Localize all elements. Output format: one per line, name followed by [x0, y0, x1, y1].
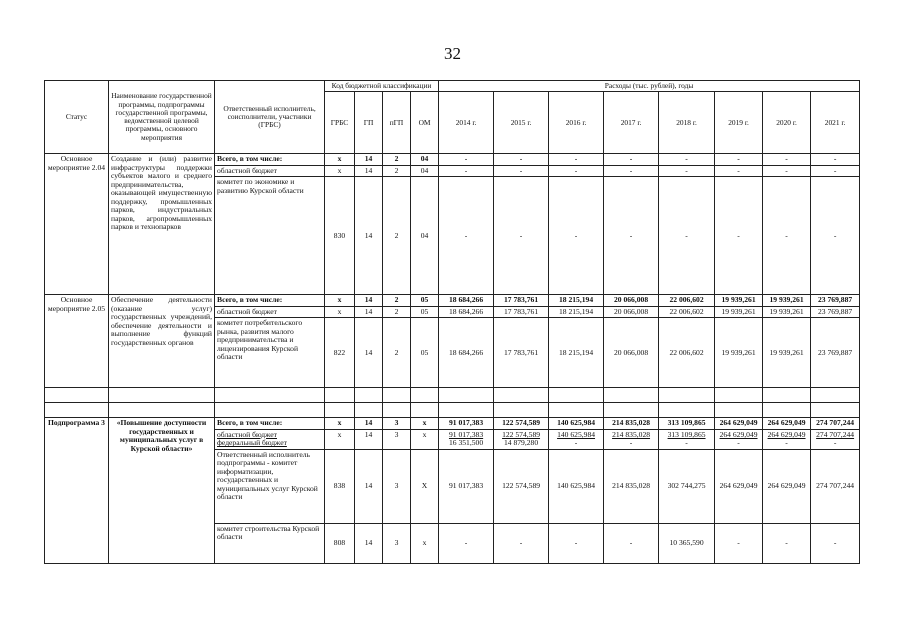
value-line: 214 835,028 [612, 418, 651, 428]
code-om: х [411, 418, 439, 430]
expense-value [659, 318, 715, 388]
expense-value [494, 449, 549, 523]
code-om: 05 [411, 306, 439, 318]
value-line: 19 939,261 [769, 306, 804, 316]
value-line: 10 365,590 [669, 538, 704, 548]
empty-cell [763, 403, 811, 418]
header-status: Статус [45, 81, 109, 154]
value-line: - [737, 538, 740, 548]
empty-cell [439, 388, 494, 403]
expense-value [811, 295, 860, 307]
expense-value [659, 154, 715, 166]
value-line: 91 017,383 [448, 429, 484, 439]
code-grbs: 830 [325, 177, 355, 295]
empty-cell [715, 388, 763, 403]
code-grbs: 808 [325, 523, 355, 563]
code-grbs: х [325, 418, 355, 430]
expense-value [659, 306, 715, 318]
expense-value [659, 523, 715, 563]
expense-value [494, 177, 549, 295]
value-line: 17 783,761 [503, 295, 539, 305]
row-program-name: Обеспечение деятельности (оказание услуг) государственных учреждений, обеспечение деятельности и выполнение функций государственных органов [109, 295, 215, 388]
table-row [45, 295, 860, 307]
expense-value [439, 318, 494, 388]
expense-value [494, 318, 549, 388]
value-line: 23 769,887 [818, 347, 853, 357]
header-year: 2019 г. [715, 92, 763, 154]
value-line: 91 017,383 [448, 418, 484, 428]
value-line: 264 629,049 [767, 418, 806, 428]
expense-value [763, 165, 811, 177]
expense-value [763, 295, 811, 307]
value-line: - [685, 438, 688, 448]
row-responsible: Всего, в том числе: [215, 418, 325, 430]
code-grbs: х [325, 306, 355, 318]
value-line: 122 574,589 [502, 418, 541, 428]
expense-value [549, 165, 604, 177]
expense-value [604, 154, 659, 166]
expense-value [494, 523, 549, 563]
code-grbs: х [325, 154, 355, 166]
empty-cell [45, 403, 109, 418]
header-om: ОМ [411, 92, 439, 154]
expense-value [715, 177, 763, 295]
value-line: 274 707,244 [816, 418, 855, 428]
code-om: 04 [411, 165, 439, 177]
empty-cell [355, 403, 383, 418]
code-om: 05 [411, 295, 439, 307]
code-gp: 14 [355, 418, 383, 430]
code-gp: 14 [355, 449, 383, 523]
expense-value [604, 306, 659, 318]
expense-value [494, 306, 549, 318]
row-responsible: комитет потребительского рынка, развития малого предпринимательства и лицензирования Курской области [215, 318, 325, 388]
value-line: 14 879,280 [503, 438, 539, 448]
code-pgp: 3 [383, 418, 411, 430]
header-responsible: Ответственный исполнитель, соисполнители, участники (ГРБС) [215, 81, 325, 154]
expense-value [494, 154, 549, 166]
code-gp: 14 [355, 306, 383, 318]
header-name: Наименование государственной программы, подпрограммы государственной программы, ведомственной целевой программы, основного мероприятия [109, 81, 215, 154]
expense-value [439, 165, 494, 177]
expense-value [604, 318, 659, 388]
expense-value [763, 418, 811, 430]
empty-cell [439, 403, 494, 418]
empty-cell [494, 403, 549, 418]
value-line: - [737, 230, 740, 240]
header-pgp: пГП [383, 92, 411, 154]
header-year: 2014 г. [439, 92, 494, 154]
value-line: - [519, 165, 523, 175]
code-grbs: 822 [325, 318, 355, 388]
expense-value [549, 418, 604, 430]
expense-value [549, 523, 604, 563]
expense-value [659, 429, 715, 449]
header-year: 2020 г. [763, 92, 811, 154]
value-line: - [737, 438, 740, 448]
expense-value [604, 177, 659, 295]
expense-value [811, 418, 860, 430]
expense-value [715, 154, 763, 166]
value-line: - [685, 165, 688, 175]
value-line: 22 006,602 [669, 347, 704, 357]
empty-cell [549, 403, 604, 418]
expense-value [763, 449, 811, 523]
code-gp: 14 [355, 318, 383, 388]
expense-value [811, 165, 860, 177]
expense-value [549, 449, 604, 523]
value-line: 313 109,865 [667, 418, 706, 428]
code-om: Х [411, 449, 439, 523]
value-line: 313 109,865 [667, 429, 706, 439]
row-responsible: комитет строительства Курской области [215, 523, 325, 563]
value-line: - [629, 230, 633, 240]
empty-cell [715, 403, 763, 418]
header-gp: ГП [355, 92, 383, 154]
expense-value [439, 449, 494, 523]
empty-cell [604, 388, 659, 403]
empty-cell [325, 388, 355, 403]
value-line: 20 066,008 [613, 295, 649, 305]
expense-value [494, 165, 549, 177]
table-row [45, 418, 860, 430]
expense-value [604, 295, 659, 307]
header-year: 2021 г. [811, 92, 860, 154]
value-line: 140 625,984 [557, 481, 596, 491]
empty-cell [604, 403, 659, 418]
row-status: Подпрограмма 3 [45, 418, 109, 564]
expense-value [604, 429, 659, 449]
expense-value [811, 177, 860, 295]
expense-value [763, 318, 811, 388]
value-line: - [464, 538, 468, 548]
value-line: - [833, 154, 837, 164]
value-line: 122 574,589 [502, 429, 541, 439]
page-number: 32 [444, 44, 461, 63]
value-line: 16 351,500 [448, 438, 484, 448]
empty-cell [215, 403, 325, 418]
value-line: 264 629,049 [767, 481, 806, 491]
value-line: - [785, 538, 788, 548]
expense-value [659, 165, 715, 177]
value-line: 17 783,761 [503, 347, 539, 357]
value-line: 274 707,244 [816, 429, 855, 439]
expense-value [604, 449, 659, 523]
code-gp: 14 [355, 523, 383, 563]
value-line: 18 215,194 [558, 347, 594, 357]
code-grbs: 838 [325, 449, 355, 523]
code-pgp: 2 [383, 154, 411, 166]
value-line: 274 707,244 [816, 481, 855, 491]
value-line: - [785, 230, 788, 240]
value-line: - [785, 165, 788, 175]
expense-value [494, 295, 549, 307]
value-line: 19 939,261 [721, 306, 756, 316]
value-line: - [785, 438, 788, 448]
expense-value [659, 418, 715, 430]
value-line: - [574, 165, 578, 175]
code-om: х [411, 523, 439, 563]
value-line: - [833, 438, 837, 448]
responsible-line: федеральный бюджет [217, 438, 287, 448]
code-gp: 14 [355, 165, 383, 177]
expense-value [549, 318, 604, 388]
empty-cell [811, 388, 860, 403]
empty-cell [383, 403, 411, 418]
expense-value [494, 418, 549, 430]
expense-value [604, 165, 659, 177]
empty-cell [411, 388, 439, 403]
expense-value [715, 449, 763, 523]
value-line: - [464, 230, 468, 240]
expense-value [715, 306, 763, 318]
empty-cell [549, 388, 604, 403]
expense-value [811, 154, 860, 166]
code-pgp: 3 [383, 523, 411, 563]
code-pgp: 2 [383, 295, 411, 307]
row-responsible [215, 429, 325, 449]
code-pgp: 2 [383, 318, 411, 388]
header-year: 2017 г. [604, 92, 659, 154]
empty-cell [411, 403, 439, 418]
value-line: - [519, 538, 523, 548]
value-line: 22 006,602 [669, 295, 704, 305]
empty-cell [45, 388, 109, 403]
expense-value [811, 523, 860, 563]
value-line: 140 625,984 [557, 429, 596, 439]
empty-cell [355, 388, 383, 403]
spacer-row [45, 403, 860, 418]
value-line: 20 066,008 [613, 306, 649, 316]
value-line: - [574, 438, 578, 448]
code-gp: 14 [355, 295, 383, 307]
value-line: 18 684,266 [448, 306, 484, 316]
empty-cell [811, 403, 860, 418]
value-line: 18 684,266 [448, 295, 484, 305]
expense-value [659, 177, 715, 295]
expense-value [811, 318, 860, 388]
expense-value [549, 306, 604, 318]
expense-value [439, 418, 494, 430]
expense-value [549, 295, 604, 307]
empty-cell [383, 388, 411, 403]
expense-value [763, 523, 811, 563]
expense-value [715, 418, 763, 430]
code-om: 04 [411, 177, 439, 295]
value-line: 18 684,266 [448, 347, 484, 357]
value-line: 214 835,028 [612, 429, 651, 439]
expense-value [811, 306, 860, 318]
code-pgp: 2 [383, 306, 411, 318]
expense-value [604, 418, 659, 430]
value-line: - [464, 165, 468, 175]
value-line: - [629, 538, 633, 548]
code-pgp: 3 [383, 449, 411, 523]
value-line: 19 939,261 [721, 347, 756, 357]
expense-value [763, 429, 811, 449]
responsible-line: областной бюджет [217, 429, 277, 439]
value-line: 17 783,761 [503, 306, 539, 316]
expense-value [763, 177, 811, 295]
row-status: Основное мероприятие 2.05 [45, 295, 109, 388]
value-line: - [833, 165, 837, 175]
expense-value [715, 295, 763, 307]
row-responsible: областной бюджет [215, 306, 325, 318]
expense-value [763, 154, 811, 166]
header-budget-code: Код бюджетной классификации [325, 81, 439, 92]
value-line: - [629, 438, 633, 448]
value-line: 122 574,589 [502, 481, 541, 491]
expense-value [549, 429, 604, 449]
expense-value [811, 449, 860, 523]
row-responsible: Ответственный исполнитель подпрограммы - комитет информатизации, государственных и муниципальных услуг Курской области [215, 449, 325, 523]
value-line: 18 215,194 [558, 295, 594, 305]
value-line: - [785, 154, 788, 164]
value-line: - [685, 154, 688, 164]
code-gp: 14 [355, 177, 383, 295]
table-row [45, 154, 860, 166]
value-line: - [464, 154, 468, 164]
value-line: - [574, 230, 578, 240]
header-year: 2015 г. [494, 92, 549, 154]
value-line: - [519, 230, 523, 240]
empty-cell [109, 388, 215, 403]
row-responsible: Всего, в том числе: [215, 295, 325, 307]
code-gp: 14 [355, 154, 383, 166]
expense-value [659, 295, 715, 307]
value-line: - [833, 538, 837, 548]
code-om: 05 [411, 318, 439, 388]
value-line: - [574, 538, 578, 548]
code-pgp: 3 [383, 429, 411, 449]
expense-value [549, 177, 604, 295]
value-line: 302 744,275 [667, 481, 706, 491]
value-line: - [629, 154, 633, 164]
empty-cell [109, 403, 215, 418]
expense-value [715, 429, 763, 449]
value-line: 22 006,602 [669, 306, 704, 316]
value-line: 264 629,049 [767, 429, 806, 439]
value-line: 264 629,049 [719, 481, 758, 491]
header-grbs: ГРБС [325, 92, 355, 154]
empty-cell [659, 388, 715, 403]
value-line: 19 939,261 [769, 347, 804, 357]
expense-value [439, 306, 494, 318]
expense-value [439, 177, 494, 295]
code-pgp: 2 [383, 177, 411, 295]
expense-value [439, 523, 494, 563]
value-line: 20 066,008 [613, 347, 649, 357]
empty-cell [763, 388, 811, 403]
code-grbs: х [325, 429, 355, 449]
value-line: 140 625,984 [557, 418, 596, 428]
code-grbs: х [325, 165, 355, 177]
expense-value [494, 429, 549, 449]
row-program-name: Создание и (или) развитие инфраструктуры поддержки субъектов малого и среднего предпринимательства, оказывающей имущественную поддержку, промышленных парков, индустриальных парков, агропромышленных парков и технопарков [109, 154, 215, 295]
empty-cell [325, 403, 355, 418]
spacer-row [45, 388, 860, 403]
value-line: - [629, 165, 633, 175]
value-line: 214 835,028 [612, 481, 651, 491]
row-program-name: «Повышение доступности государственных и муниципальных услуг в Курской области» [109, 418, 215, 564]
row-responsible: областной бюджет [215, 165, 325, 177]
value-line: 23 769,887 [818, 295, 853, 305]
expense-value [659, 449, 715, 523]
expense-value [715, 318, 763, 388]
value-line: 19 939,261 [769, 295, 804, 305]
code-om: х [411, 429, 439, 449]
expense-value [549, 154, 604, 166]
empty-cell [494, 388, 549, 403]
row-responsible: комитет по экономике и развитию Курской области [215, 177, 325, 295]
value-line: 264 629,049 [719, 429, 758, 439]
value-line: 18 215,194 [558, 306, 594, 316]
code-grbs: х [325, 295, 355, 307]
expense-value [715, 523, 763, 563]
empty-cell [215, 388, 325, 403]
code-gp: 14 [355, 429, 383, 449]
row-status: Основное мероприятие 2.04 [45, 154, 109, 295]
empty-cell [659, 403, 715, 418]
header-expenses: Расходы (тыс. рублей), годы [439, 81, 860, 92]
expense-value [715, 165, 763, 177]
code-om: 04 [411, 154, 439, 166]
value-line: 91 017,383 [448, 481, 484, 491]
budget-table [44, 80, 860, 564]
row-responsible: Всего, в том числе: [215, 154, 325, 166]
header-year: 2016 г. [549, 92, 604, 154]
expense-value [439, 295, 494, 307]
value-line: 23 769,887 [818, 306, 853, 316]
value-line: - [737, 154, 740, 164]
expense-value [439, 154, 494, 166]
value-line: - [737, 165, 740, 175]
value-line: - [833, 230, 837, 240]
code-pgp: 2 [383, 165, 411, 177]
value-line: - [519, 154, 523, 164]
value-line: 19 939,261 [721, 295, 756, 305]
expense-value [763, 306, 811, 318]
value-line: - [685, 230, 688, 240]
value-line: 264 629,049 [719, 418, 758, 428]
header-year: 2018 г. [659, 92, 715, 154]
value-line: - [574, 154, 578, 164]
expense-value [604, 523, 659, 563]
expense-value [811, 429, 860, 449]
expense-value [439, 429, 494, 449]
